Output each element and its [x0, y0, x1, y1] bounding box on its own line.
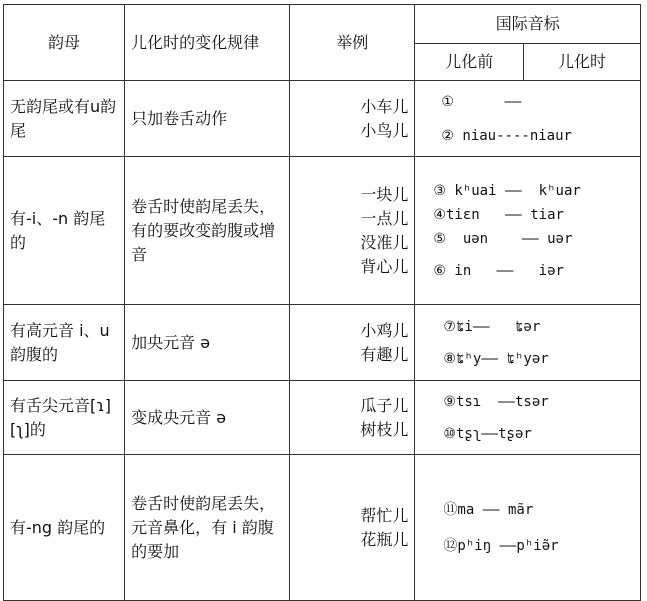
header-rule: 儿化时的变化规律 [125, 5, 290, 81]
row-ipa [415, 381, 641, 455]
ipa-line: ⑩tʂʅ——tʂər [443, 425, 532, 442]
ipa-line: ⑤ uən —— uər [433, 230, 573, 247]
table-row [4, 81, 641, 157]
header-ipa: 国际音标 [415, 5, 641, 44]
row-rule: 卷舌时使韵尾丢失，元音鼻化，有 i 韵腹的要加 [125, 455, 290, 601]
row-examples [290, 381, 415, 455]
example-item: 小鸟儿 [360, 120, 409, 140]
header-example: 举例 [290, 5, 415, 81]
table-row [4, 381, 641, 455]
ipa-line: ④tiɛn —— tiar [433, 206, 564, 223]
row-rule: 变成央元音 ə [125, 381, 290, 455]
example-item: 一点儿 [360, 208, 409, 228]
ipa-line: ③ kʰuai —— kʰuar [433, 182, 581, 199]
header-final: 韵母 [4, 5, 125, 81]
example-item: 瓜子儿 [360, 395, 409, 415]
example-item: 背心儿 [360, 256, 409, 276]
row-ipa [415, 81, 641, 157]
example-item: 小车儿 [360, 96, 409, 116]
example-item: 有趣儿 [360, 344, 409, 364]
ipa-line: ⑨tsɿ ——tsər [443, 393, 549, 410]
row-rule: 卷舌时使韵尾丢失，有的要改变韵腹或增音 [125, 157, 290, 305]
header-before: 儿化前 [415, 44, 524, 81]
row-ipa [415, 157, 641, 305]
header-row [4, 5, 641, 44]
row-final: 有-ng 韵尾的 [4, 455, 125, 601]
example-item: 花瓶儿 [360, 529, 409, 549]
row-final: 有高元音 i、u韵腹的 [4, 305, 125, 381]
row-examples [290, 157, 415, 305]
table-row [4, 157, 641, 305]
row-examples [290, 305, 415, 381]
table-row [4, 305, 641, 381]
example-item: 一块儿 [360, 184, 409, 204]
ipa-line: ① —— [441, 93, 522, 110]
example-item: 树枝儿 [360, 419, 409, 439]
erhua-table [3, 4, 641, 601]
header-after: 儿化时 [524, 44, 641, 81]
row-examples [290, 81, 415, 157]
row-ipa [415, 305, 641, 381]
ipa-line: ⑥ in —— iər [433, 262, 564, 279]
example-item: 没准儿 [360, 232, 409, 252]
row-examples [290, 455, 415, 601]
ipa-line: ⑫pʰiŋ ——pʰiə̃r [443, 537, 559, 554]
row-ipa [415, 455, 641, 601]
row-rule: 只加卷舌动作 [125, 81, 290, 157]
ipa-line: ⑪ma —— mãr [443, 501, 534, 518]
row-rule: 加央元音 ə [125, 305, 290, 381]
example-item: 小鸡儿 [360, 320, 409, 340]
ipa-line: ⑧ʨʰy—— ʨʰyər [443, 350, 549, 367]
example-item: 帮忙儿 [360, 505, 409, 525]
row-final: 有舌尖元音[ɿ][ʅ]的 [4, 381, 125, 455]
ipa-line: ② niau----niaur [441, 127, 572, 144]
ipa-line: ⑦ʨi—— ʨər [443, 318, 541, 335]
row-final: 无韵尾或有u韵尾 [4, 81, 125, 157]
table-row [4, 455, 641, 601]
row-final: 有-i、-n 韵尾的 [4, 157, 125, 305]
